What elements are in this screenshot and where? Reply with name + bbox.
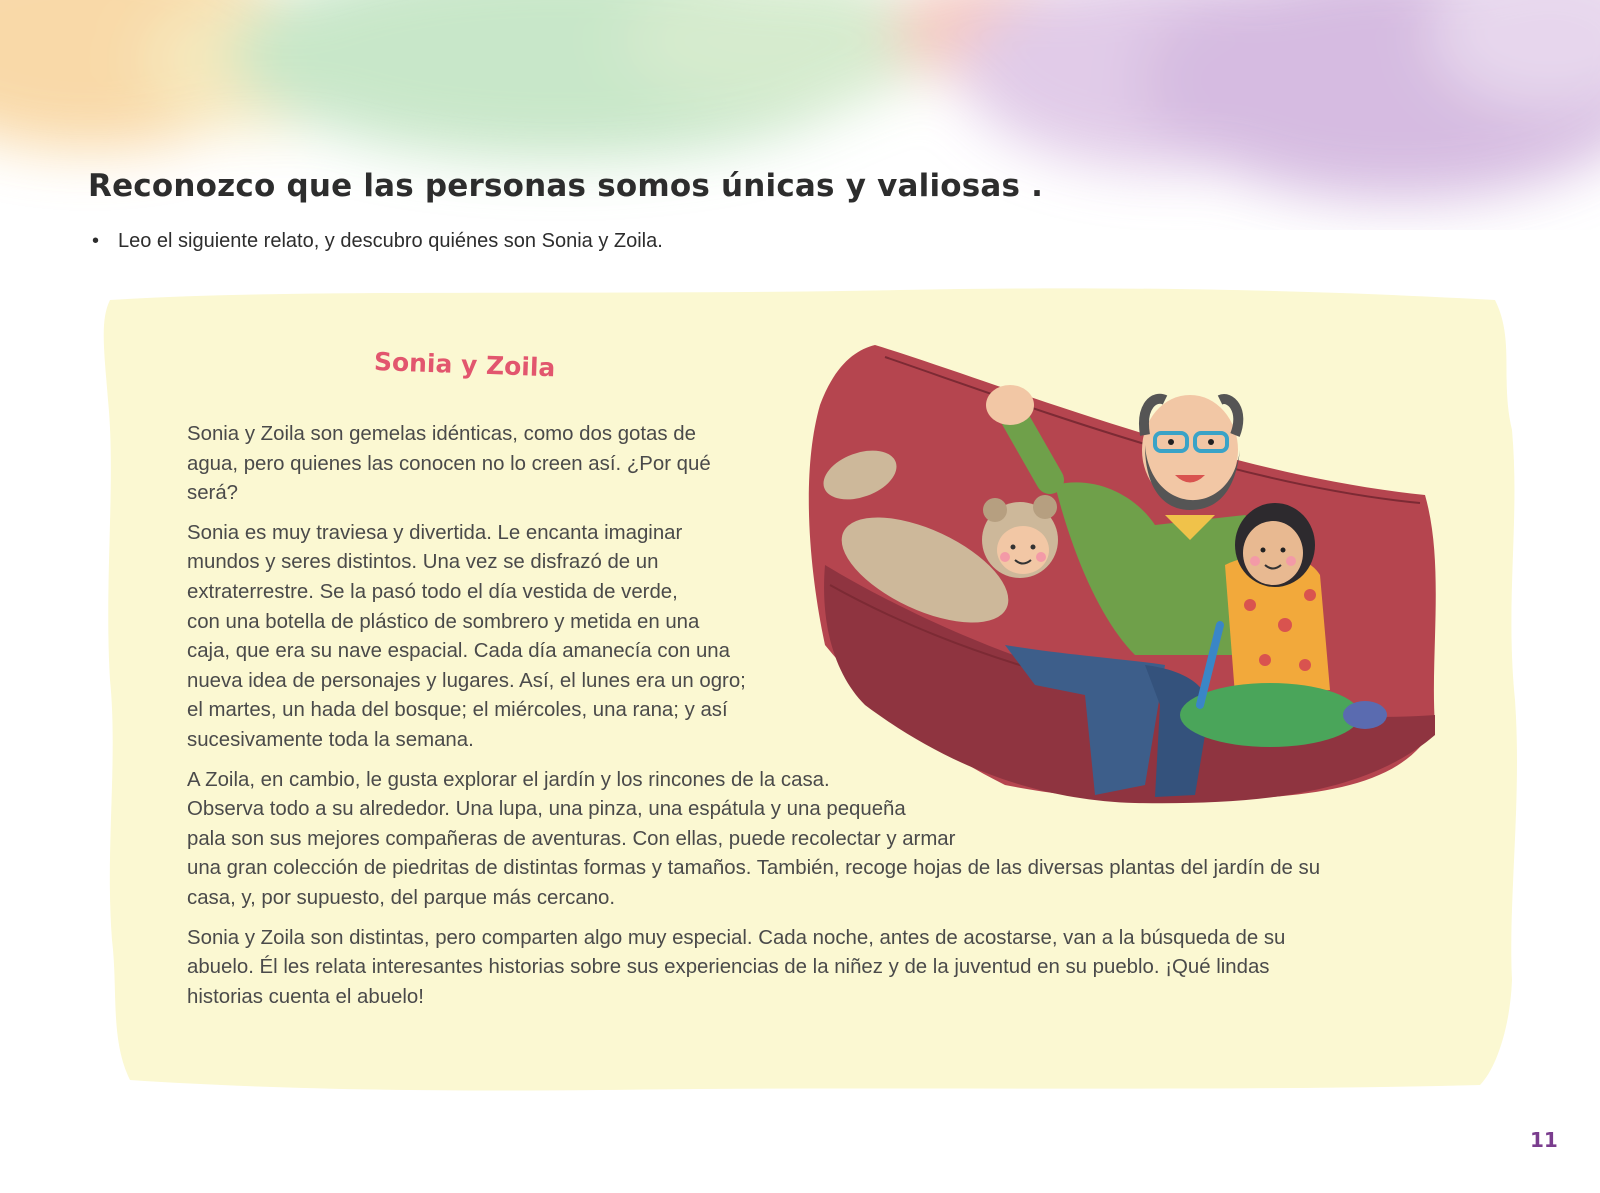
text-line: el martes, un hada del bosque; el miércoles, una rana; y así <box>187 699 728 722</box>
text-line: Observa todo a su alrededor. Una lupa, una pinza, una espátula y una pequeña <box>187 798 906 821</box>
text-line: historias cuenta el abuelo! <box>187 985 424 1008</box>
story-paragraph-3 <box>187 766 1417 914</box>
page-number: 11 <box>1530 1128 1558 1152</box>
text-line: Sonia y Zoila son distintas, pero comparten algo muy especial. Cada noche, antes de acostarse, van a la búsqueda de su <box>187 926 1286 949</box>
text-line: nueva idea de personajes y lugares. Así, el lunes era un ogro; <box>187 669 746 692</box>
text-line: sucesivamente toda la semana. <box>187 728 474 751</box>
text-line: pala son sus mejores compañeras de aventuras. Con ellas, puede recolectar y armar <box>187 827 956 850</box>
instruction-text: Leo el siguiente relato, y descubro quiénes son Sonia y Zoila. <box>118 230 663 252</box>
text-line: agua, pero quienes las conocen no lo creen así. ¿Por qué <box>187 452 711 475</box>
text-line: casa, y, por supuesto, del parque más cercano. <box>187 886 616 909</box>
page-heading: Reconozco que las personas somos únicas y valiosas . <box>88 168 1044 204</box>
text-line: caja, que era su nave espacial. Cada día amanecía con una <box>187 640 730 663</box>
text-line: mundos y seres distintos. Una vez se disfrazó de un <box>187 551 659 574</box>
bullet: • <box>92 230 100 252</box>
story-paragraph-1 <box>187 420 1417 509</box>
story-paragraph-4 <box>187 924 1417 1013</box>
text-line: abuelo. Él les relata interesantes historias sobre sus experiencias de la niñez y de la juventud en su pueblo. ¡Qué lindas <box>187 956 1270 979</box>
text-line: con una botella de plástico de sombrero y metida en una <box>187 610 700 633</box>
text-line: una gran colección de piedritas de distintas formas y tamaños. También, recoge hojas de las diversas plantas del jardín de su <box>187 857 1321 880</box>
story-text <box>187 420 1417 1022</box>
story-paragraph-2 <box>187 519 1417 756</box>
text-line: Sonia y Zoila son gemelas idénticas, como dos gotas de <box>187 423 696 445</box>
story-title: Sonia y Zoila <box>373 347 556 383</box>
text-line: Sonia es muy traviesa y divertida. Le encanta imaginar <box>187 521 683 544</box>
text-line: será? <box>187 482 239 505</box>
text-line: extraterrestre. Se la pasó todo el día vestida de verde, <box>187 580 678 603</box>
text-line: A Zoila, en cambio, le gusta explorar el jardín y los rincones de la casa. <box>187 768 830 791</box>
